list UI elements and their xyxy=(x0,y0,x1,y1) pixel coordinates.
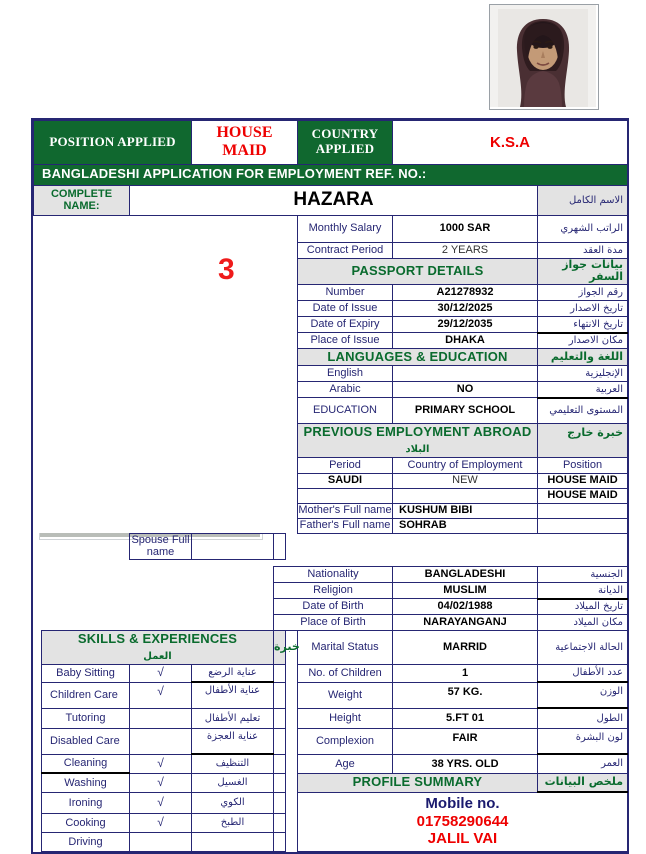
passport-issue-label: Date of Issue xyxy=(298,301,393,317)
spacer-cell xyxy=(274,366,298,382)
position-applied-value: HOUSE MAID xyxy=(192,121,298,165)
nationality-arabic: الجنسية xyxy=(538,567,628,583)
spouse-name-value xyxy=(192,533,274,559)
mother-name-value: KUSHUM BIBI xyxy=(393,503,538,518)
mobile-label: Mobile no. xyxy=(425,795,500,813)
skill-arabic-ironing: الكوي xyxy=(192,792,274,813)
skills-section-title-text: SKILLS & EXPERIENCES xyxy=(77,631,238,647)
left-margin-cell xyxy=(34,754,42,773)
pob-value: NARAYANGANJ xyxy=(393,615,538,631)
skills-edge-cell xyxy=(274,664,286,682)
passport-issue-arabic: تاريخ الاصدار xyxy=(538,301,628,317)
gap-cell xyxy=(130,560,286,567)
passport-photo-image xyxy=(490,5,596,107)
contact-person-name: JALIL VAI xyxy=(427,829,498,847)
spacer-cell xyxy=(274,333,298,349)
spacer-cell xyxy=(274,349,298,366)
skill-label-baby-sitting: Baby Sitting xyxy=(42,664,130,682)
english-value xyxy=(393,366,538,382)
profile-section-title: PROFILE SUMMARY xyxy=(298,773,538,792)
spacer-cell xyxy=(274,301,298,317)
employment-section-title xyxy=(298,424,538,458)
spacer-cell xyxy=(274,382,298,398)
employment-position-1: HOUSE MAID xyxy=(538,473,628,488)
spacer-cell xyxy=(274,215,298,242)
employment-col-country: Country of Employment xyxy=(393,457,538,473)
education-value: PRIMARY SCHOOL xyxy=(393,398,538,424)
skill-check-washing: √ xyxy=(130,773,192,792)
nationality-label: Nationality xyxy=(274,567,393,583)
skills-edge-cell xyxy=(274,754,286,773)
arabic-label: Arabic xyxy=(298,382,393,398)
contract-period-label: Contract Period xyxy=(298,242,393,258)
left-margin-cell xyxy=(34,833,42,852)
employment-section-title-arabic: خبرة خارج xyxy=(538,424,628,458)
passport-place-value: DHAKA xyxy=(393,333,538,349)
languages-section-title: LANGUAGES & EDUCATION xyxy=(298,349,538,366)
spacer-cell xyxy=(274,398,298,424)
row-skill-baby-sitting xyxy=(34,664,628,682)
mobile-number: 01758290644 xyxy=(416,812,509,830)
height-value: 5.FT 01 xyxy=(393,708,538,728)
photo-index-badge: 3 xyxy=(218,253,235,286)
complete-name-label: COMPLETE NAME: xyxy=(34,185,130,215)
spacer-cell xyxy=(286,813,298,832)
spacer-cell xyxy=(274,317,298,333)
religion-arabic: الديانة xyxy=(538,583,628,599)
row-title-band xyxy=(34,164,628,185)
employment-period-2 xyxy=(298,488,393,503)
row-skills-section-and-marital xyxy=(34,631,628,665)
skills-edge-cell xyxy=(274,728,286,754)
spacer-cell xyxy=(286,833,298,852)
passport-expiry-value: 29/12/2035 xyxy=(393,317,538,333)
spacer-cell xyxy=(274,518,298,533)
passport-issue-value: 30/12/2025 xyxy=(393,301,538,317)
skills-edge-cell xyxy=(274,708,286,728)
marital-status-value: MARRID xyxy=(393,631,538,665)
row-skill-disabled-care xyxy=(34,728,628,754)
skill-label-cleaning: Cleaning xyxy=(42,754,130,773)
contract-period-value: 2 YEARS xyxy=(393,242,538,258)
weight-value: 57 KG. xyxy=(393,682,538,708)
passport-number-label: Number xyxy=(298,285,393,301)
left-margin-cell xyxy=(34,664,42,682)
row-monthly-salary xyxy=(34,215,628,242)
spacer-cell xyxy=(274,258,298,284)
passport-section-title-arabic: بيانات جواز السفر xyxy=(538,258,628,284)
skill-check-ironing: √ xyxy=(130,792,192,813)
position-applied-label: POSITION APPLIED xyxy=(34,121,192,165)
spouse-name-extra xyxy=(274,533,286,559)
skill-check-disabled-care xyxy=(130,728,192,754)
skill-arabic-baby-sitting: عناية الرضع xyxy=(192,664,274,682)
height-label: Height xyxy=(298,708,393,728)
skill-arabic-children-care: عناية الأطفال xyxy=(192,682,274,708)
children-count-arabic: عدد الأطفال xyxy=(538,664,628,682)
monthly-salary-label: Monthly Salary xyxy=(298,215,393,242)
photo-placeholder-cell xyxy=(34,215,274,533)
spacer-cell xyxy=(286,708,298,728)
skill-check-cleaning: √ xyxy=(130,754,192,773)
spacer-cell xyxy=(286,792,298,813)
left-margin-cell xyxy=(34,773,42,792)
complexion-label: Complexion xyxy=(298,728,393,754)
skills-edge-cell xyxy=(274,833,286,852)
spacer-cell xyxy=(274,473,298,488)
skill-label-disabled-care: Disabled Care xyxy=(42,728,130,754)
skill-label-tutoring: Tutoring xyxy=(42,708,130,728)
row-date-of-birth xyxy=(34,599,628,615)
employment-application-document xyxy=(31,118,629,854)
application-table xyxy=(33,120,628,852)
education-arabic: المستوى التعليمي xyxy=(538,398,628,424)
age-arabic: العمر xyxy=(538,754,628,773)
father-name-label: Father's Full name xyxy=(298,518,393,533)
passport-section-title: PASSPORT DETAILS xyxy=(298,258,538,284)
spacer-cell xyxy=(286,773,298,792)
spacer-cell xyxy=(34,560,130,567)
spacer-cell xyxy=(286,664,298,682)
mother-name-label: Mother's Full name xyxy=(298,504,392,517)
skills-section-title xyxy=(42,631,274,665)
skills-edge-cell xyxy=(274,792,286,813)
photo-placeholder-cell xyxy=(34,583,274,599)
skill-arabic-tutoring: تعليم الأطفال xyxy=(192,708,274,728)
children-count-value: 1 xyxy=(393,664,538,682)
arabic-arabic: العربية xyxy=(538,382,628,398)
skill-check-driving xyxy=(130,833,192,852)
row-skill-tutoring xyxy=(34,708,628,728)
photo-placeholder-cell xyxy=(34,567,274,583)
skills-edge-cell xyxy=(274,682,286,708)
left-margin-cell xyxy=(34,792,42,813)
left-margin-cell xyxy=(34,708,42,728)
profile-summary-contact-block xyxy=(298,792,628,851)
passport-place-label: Place of Issue xyxy=(298,333,393,349)
row-gap xyxy=(34,560,628,567)
row-skill-ironing xyxy=(34,792,628,813)
skills-edge-cell xyxy=(274,813,286,832)
children-count-label: No. of Children xyxy=(298,664,393,682)
skill-check-tutoring xyxy=(130,708,192,728)
dob-arabic: تاريخ الميلاد xyxy=(538,599,628,615)
row-place-of-birth xyxy=(34,615,628,631)
skill-label-driving: Driving xyxy=(42,833,130,852)
passport-number-arabic: رقم الجواز xyxy=(538,285,628,301)
spacer-cell xyxy=(286,728,298,754)
arabic-value: NO xyxy=(393,382,538,398)
complete-name-arabic-label: الاسم الكامل xyxy=(538,185,628,215)
row-spouse-name xyxy=(34,533,628,559)
employment-country-1: NEW xyxy=(393,473,538,488)
monthly-salary-arabic: الراتب الشهري xyxy=(538,215,628,242)
father-name-value: SOHRAB xyxy=(393,518,538,533)
age-label: Age xyxy=(298,754,393,773)
row-complete-name xyxy=(34,185,628,215)
country-applied-label: COUNTRY APPLIED xyxy=(298,121,393,165)
dob-value: 04/02/1988 xyxy=(393,599,538,615)
passport-expiry-arabic: تاريخ الانتهاء xyxy=(538,317,628,333)
mother-name-extra xyxy=(538,503,628,518)
skill-check-children-care: √ xyxy=(130,682,192,708)
religion-label: Religion xyxy=(274,583,393,599)
religion-value: MUSLIM xyxy=(393,583,538,599)
complexion-arabic: لون البشرة xyxy=(538,728,628,754)
marital-status-arabic: الحالة الاجتماعية xyxy=(538,631,628,665)
marital-status-label: Marital Status xyxy=(298,631,393,665)
skill-label-children-care: Children Care xyxy=(42,682,130,708)
complete-name-value: HAZARA xyxy=(130,185,538,215)
age-value: 38 YRS. OLD xyxy=(393,754,538,773)
english-arabic: الإنجليزية xyxy=(538,366,628,382)
left-margin-cell xyxy=(34,682,42,708)
complexion-value: FAIR xyxy=(393,728,538,754)
skill-check-cooking: √ xyxy=(130,813,192,832)
contract-period-arabic: مدة العقد xyxy=(538,242,628,258)
photo-placeholder-cell xyxy=(34,599,274,615)
spacer-cell xyxy=(274,488,298,503)
row-nationality xyxy=(34,567,628,583)
skill-arabic-washing: الغسيل xyxy=(192,773,274,792)
left-margin-cell xyxy=(34,631,42,665)
spacer-cell xyxy=(274,285,298,301)
applicant-passport-photo xyxy=(489,4,599,110)
employment-country-2 xyxy=(393,488,538,503)
employment-section-title-text: PREVIOUS EMPLOYMENT ABROAD xyxy=(303,424,532,440)
passport-expiry-label: Date of Expiry xyxy=(298,317,393,333)
row-religion xyxy=(34,583,628,599)
spacer-cell xyxy=(34,533,130,559)
employment-col-period: Period xyxy=(298,457,393,473)
skills-edge-cell xyxy=(274,773,286,792)
weight-arabic: الوزن xyxy=(538,682,628,708)
passport-place-arabic: مكان الاصدار xyxy=(538,333,628,349)
skill-arabic-cooking: الطبخ xyxy=(192,813,274,832)
skills-section-title-arabic: خبرة xyxy=(274,631,286,665)
spacer-cell xyxy=(274,457,298,473)
weight-label: Weight xyxy=(298,682,393,708)
row-skill-cleaning xyxy=(34,754,628,773)
father-name-extra xyxy=(538,518,628,533)
spouse-name-label: Spouse Full name xyxy=(131,533,190,559)
skill-label-cooking: Cooking xyxy=(42,813,130,832)
country-applied-value: K.S.A xyxy=(393,121,628,165)
left-margin-cell xyxy=(34,813,42,832)
employment-col-position: Position xyxy=(538,457,628,473)
employment-period-1: SAUDI xyxy=(298,473,393,488)
row-skill-washing xyxy=(34,773,628,792)
pob-arabic: مكان الميلاد xyxy=(538,615,628,631)
employment-section-subtitle-arabic: البلاد xyxy=(405,444,430,456)
height-arabic: الطول xyxy=(538,708,628,728)
nationality-value: BANGLADESHI xyxy=(393,567,538,583)
skill-label-ironing: Ironing xyxy=(42,792,130,813)
row-skill-children-care xyxy=(34,682,628,708)
monthly-salary-value: 1000 SAR xyxy=(393,215,538,242)
pob-label: Place of Birth xyxy=(274,615,393,631)
skill-check-baby-sitting: √ xyxy=(130,664,192,682)
languages-section-title-arabic: اللغة والتعليم xyxy=(538,349,628,366)
spacer-cell xyxy=(286,754,298,773)
skill-arabic-cleaning: التنظيف xyxy=(192,754,274,773)
profile-section-title-arabic: ملخص البيانات xyxy=(538,773,628,792)
employment-position-2: HOUSE MAID xyxy=(538,488,628,503)
skills-section-subtitle-arabic: العمل xyxy=(143,651,172,663)
left-margin-cell xyxy=(34,728,42,754)
dob-label: Date of Birth xyxy=(274,599,393,615)
skill-arabic-driving xyxy=(192,833,274,852)
photo-placeholder-cell xyxy=(34,615,274,631)
english-label: English xyxy=(298,366,393,382)
skill-label-washing: Washing xyxy=(42,773,130,792)
education-label: EDUCATION xyxy=(298,398,393,424)
spacer-cell xyxy=(274,242,298,258)
form-title-band: BANGLADESHI APPLICATION FOR EMPLOYMENT REF. NO.: xyxy=(34,164,628,185)
row-position-country xyxy=(34,121,628,165)
passport-number-value: A21278932 xyxy=(393,285,538,301)
spacer-cell xyxy=(274,424,298,458)
spacer-cell xyxy=(274,503,298,518)
spacer-cell xyxy=(286,682,298,708)
skill-arabic-disabled-care: عناية العجزة xyxy=(192,728,274,754)
